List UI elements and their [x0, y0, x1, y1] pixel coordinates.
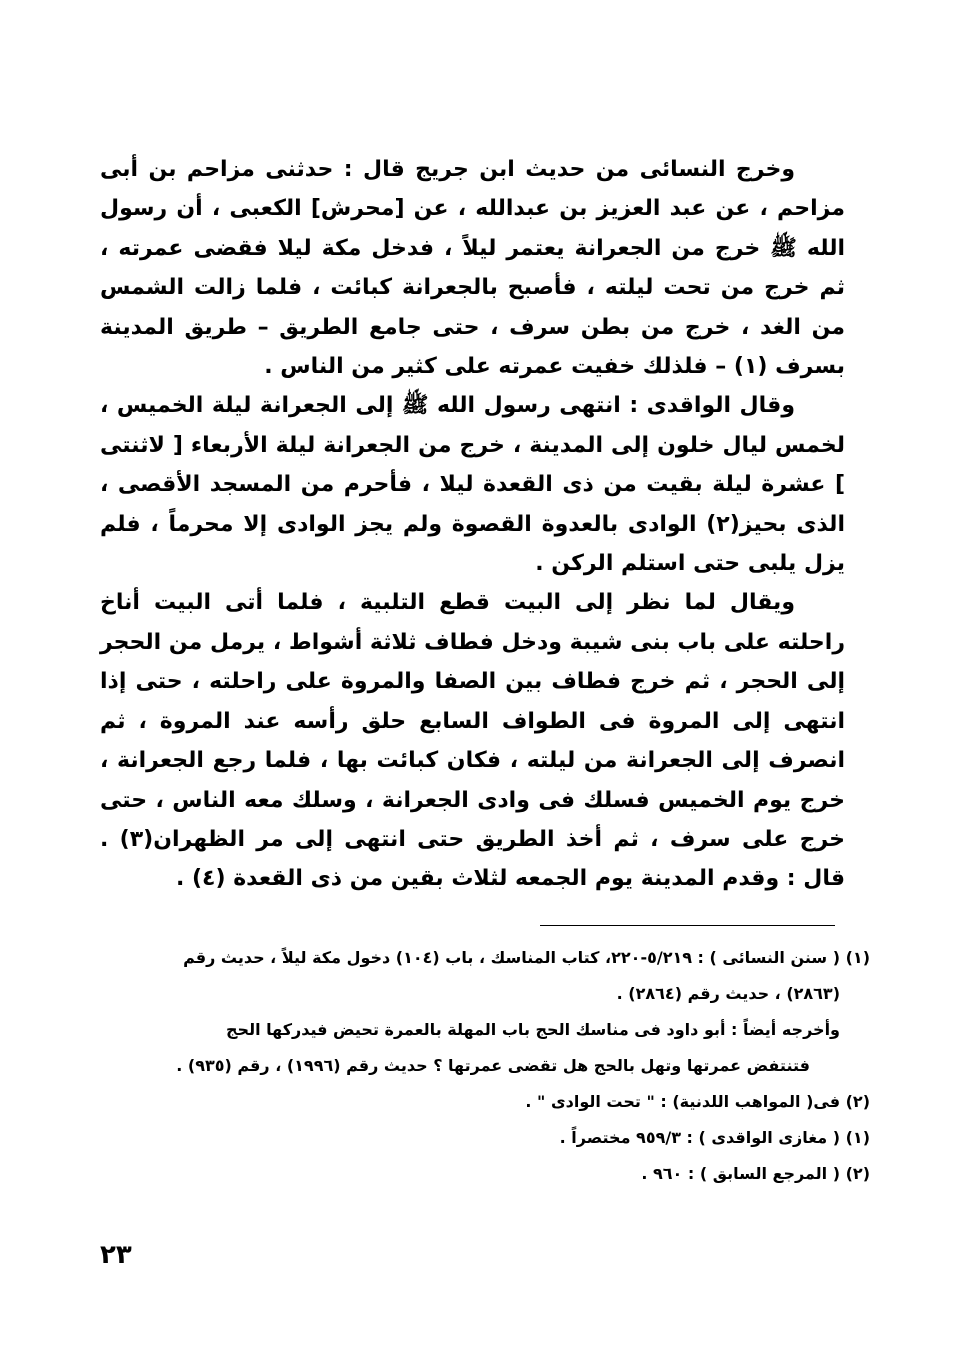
footnote-4: (٢) ( المرجع السابق ) : ٩٦٠ .	[641, 1164, 870, 1183]
page-number: ٢٣	[100, 1240, 132, 1270]
footnote-1-continuation: (٢٨٦٣) ، حديث رقم (٢٨٦٤) .	[616, 984, 840, 1003]
footnote-1-extra-continuation: فتنتفض عمرتها وتهل بالحج هل تقضى عمرتها ؟ حديث رقم (١٩٩٦) ، رقم (٩٣٥) .	[176, 1056, 810, 1075]
footnote-separator	[540, 925, 835, 926]
paragraph-1: وخرج النسائى من حديث ابن جريج قال : حدثنى مزاحم بن أبى مزاحم ، عن عبد العزيز بن عبدالله ، عن [محرش] الكعبى ، أن رسول الله ﷺ خرج من الجعرانة يعتمر ليلاً ، فدخل مكة ليلا فقضى عمرته ، ثم خرج من تحت ليلته ، فأصبح بالجعرانة كبائت ، فلما زالت الشمس من الغد ، خرج من بطن سرف ، حتى جامع الطريق – طريق المدينة بسرف (١) – فلذلك خفيت عمرته على كثير من الناس .	[100, 157, 845, 380]
paragraph-2: وقال الواقدى : انتهى رسول الله ﷺ إلى الجعرانة ليلة الخميس ، لخمس ليال خلون إلى المدينة ، خرج من الجعرانة ليلة الأربعاء [ لاثنتى ] عشرة ليلة بقيت من ذى القعدة ليلا ، فأحرم من المسجد الأقصى ، الذى بحيز(٢) الوادى بالعدوة القصوة ولم يجز الوادى إلا محرماً ، فلم يزل يلبى حتى استلم الركن .	[100, 393, 845, 577]
footnote-2: (٢) فى( المواهب اللدنية) : " تحت الوادى " .	[525, 1092, 870, 1111]
footnote-3: (١) ( مغازى الواقدى ) : ٩٥٩/٣ مختصراً .	[559, 1128, 870, 1147]
paragraph-3: ويقال لما نظر إلى البيت قطع التلبية ، فلما أتى البيت أناخ راحلته على باب بنى شيبة ودخل فطاف ثلاثة أشواط ، يرمل من الحجر إلى الحجر ، ثم خرج فطاف بين الصفا والمروة على راحلته ، حتى إذا انتهى إلى المروة فى الطواف السابع حلق رأسه عند المروة ، ثم انصرف إلى الجعرانة من ليلته ، فكان كبائت بها ، فلما رجع الجعرانة ، خرج يوم الخميس فسلك فى وادى الجعرانة ، وسلك معه الناس ، حتى خرج على سرف ، ثم أخذ الطريق حتى انتهى إلى مر الظهران(٣) . قال : وقدم المدينة يوم الجمعه لثلاث بقين من ذى القعدة (٤) .	[100, 590, 845, 892]
footnote-1-extra: وأخرجه أيضاً : أبو داود فى مناسك الحج باب المهلة بالعمرة تحيض فيدركها الحج	[226, 1020, 840, 1039]
footnotes	[100, 940, 870, 1192]
footnote-1: (١) ( سنن النسائى ) : ٥/٢١٩-٢٢٠، كتاب المناسك ، باب (١٠٤) دخول مكة ليلاً ، حديث رقم	[183, 948, 870, 967]
main-text	[100, 150, 845, 899]
